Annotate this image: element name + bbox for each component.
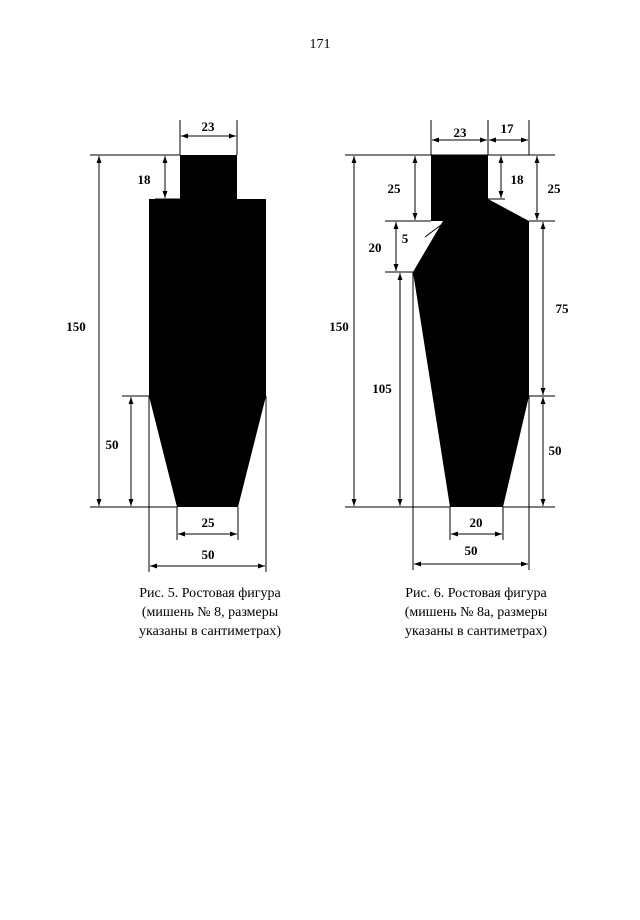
figure-5-caption-line-1: Рис. 5. Ростовая фигура xyxy=(139,586,281,601)
fig6-dim-right-lower: 50 xyxy=(548,443,562,458)
figure-5-caption-line-3: указаны в сантиметрах) xyxy=(139,624,281,639)
fig5-dim-neck: 18 xyxy=(137,172,151,187)
figure-6-caption-line-3: указаны в сантиметрах) xyxy=(405,624,547,639)
fig6-dim-notch: 5 xyxy=(401,231,409,246)
figure-5-caption-line-2: (мишень № 8, размеры xyxy=(141,605,279,620)
fig6-dim-shoulder-drop: 18 xyxy=(510,172,524,187)
figure-5-silhouette xyxy=(149,155,266,507)
fig6-dim-head-width: 23 xyxy=(453,125,467,140)
figure-6-caption-line-2: (мишень № 8а, размеры xyxy=(404,605,548,620)
fig6-dim-left-step: 20 xyxy=(368,240,382,255)
fig6-dim-full-width: 50 xyxy=(464,543,478,558)
fig5-dim-head-width: 23 xyxy=(201,119,215,134)
figure-5-caption xyxy=(110,584,310,641)
page-number: 171 xyxy=(309,37,331,52)
fig5-dim-lower-height: 50 xyxy=(105,437,119,452)
fig6-dim-left-lower: 105 xyxy=(372,381,392,396)
figure-5 xyxy=(66,119,266,572)
fig6-dim-bottom-width: 20 xyxy=(469,515,483,530)
fig6-dim-head-height: 25 xyxy=(387,181,401,196)
fig5-dim-total-height: 150 xyxy=(66,319,86,334)
fig6-dim-total-height: 150 xyxy=(329,319,349,334)
figure-6-caption xyxy=(376,584,576,641)
fig6-dim-right-mid: 75 xyxy=(555,301,569,316)
fig5-dim-bottom-width: 25 xyxy=(201,515,215,530)
figure-6-silhouette xyxy=(413,155,529,507)
fig5-dim-full-width: 50 xyxy=(201,547,215,562)
fig6-dim-right-head: 25 xyxy=(547,181,561,196)
figure-6 xyxy=(329,120,569,570)
fig6-dim-shoulder-offset: 17 xyxy=(500,121,514,136)
figure-6-caption-line-1: Рис. 6. Ростовая фигура xyxy=(405,586,547,601)
